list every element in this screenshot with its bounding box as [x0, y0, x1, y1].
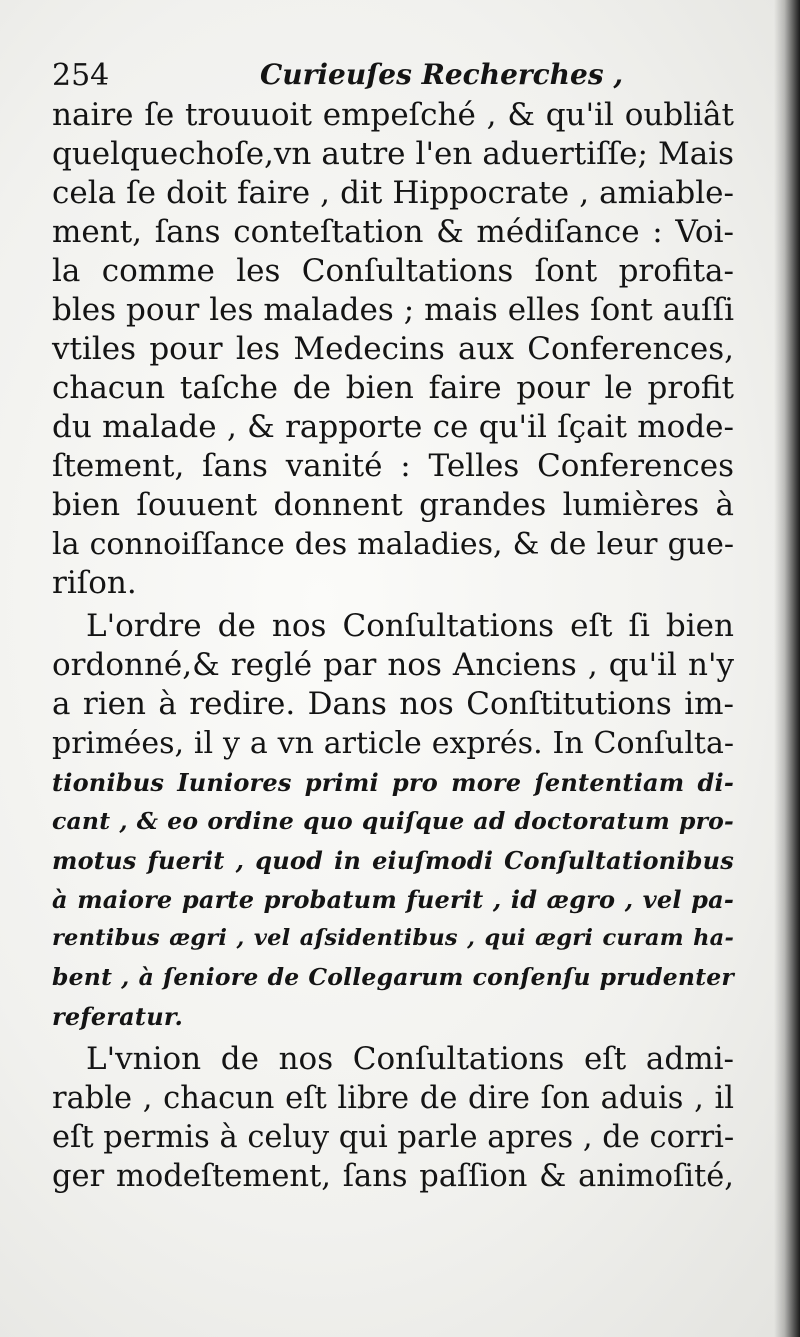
running-title: Curieuſes Recherches , [260, 58, 624, 91]
latin-quote-line: rentibus ægri , vel aſsidentibus , qui ægri curam ha- [52, 925, 734, 951]
text-line: primées, il y a vn article exprés. In Conſulta- [52, 726, 734, 761]
text-line: chacun taſche de bien faire pour le profit [52, 370, 734, 406]
text-line: ment, ſans conteſtation & médiſance : Voi- [52, 214, 734, 250]
text-line: riſon. [52, 565, 137, 601]
text-line: la connoiſſance des maladies, & de leur gue- [52, 527, 734, 562]
text-line: cela ſe doit faire , dit Hippocrate , amiable- [52, 175, 734, 211]
text-line: rable , chacun eſt libre de dire ſon aduis , il [52, 1081, 734, 1116]
latin-quote-line: cant , & eo ordine quo quiſque ad doctoratum pro- [52, 807, 734, 835]
body-text [52, 96, 734, 1196]
page-header [52, 54, 742, 98]
text-line: ſtement, ſans vanité : Telles Conferences [52, 448, 734, 484]
text-line: du malade , & rapporte ce qu'il ſçait mode- [52, 409, 734, 445]
latin-quote-line: referatur. [52, 1002, 184, 1031]
latin-quote-line: à maiore parte probatum fuerit , id ægro , vel pa- [52, 885, 734, 914]
text-line: ordonné,& reglé par nos Anciens , qu'il n'y [52, 647, 734, 683]
text-line: quelquechoſe,vn autre l'en aduertiſſe; Mais [52, 136, 734, 172]
text-line: vtiles pour les Medecins aux Conferences, [52, 331, 734, 367]
text-line: la comme les Conſultations ſont profita- [52, 253, 734, 289]
latin-quote-line: bent , à ſeniore de Collegarum conſenſu prudenter [52, 963, 734, 991]
text-line: bles pour les malades ; mais elles ſont auſſi [52, 292, 734, 328]
text-line: L'ordre de nos Conſultations eſt ſi bien [86, 608, 734, 644]
text-line: bien ſouuent donnent grandes lumières à [52, 487, 734, 523]
text-line: L'vnion de nos Conſultations eſt admi- [86, 1041, 734, 1077]
page-number: 254 [52, 58, 110, 93]
latin-quote-line: motus fuerit , quod in eiuſmodi Conſultationibus [52, 846, 734, 875]
latin-quote-line: tionibus Iuniores primi pro more ſententiam di- [52, 768, 734, 797]
text-line: a rien à redire. Dans nos Conſtitutions im- [52, 686, 734, 722]
binding-shadow [774, 0, 800, 1337]
text-line: eſt permis à celuy qui parle apres , de corri- [52, 1120, 735, 1155]
text-line: naire ſe trouuoit empeſché , & qu'il oubliât [52, 97, 734, 133]
text-line: ger modeſtement, ſans paſſion & animoſité, [52, 1159, 734, 1194]
